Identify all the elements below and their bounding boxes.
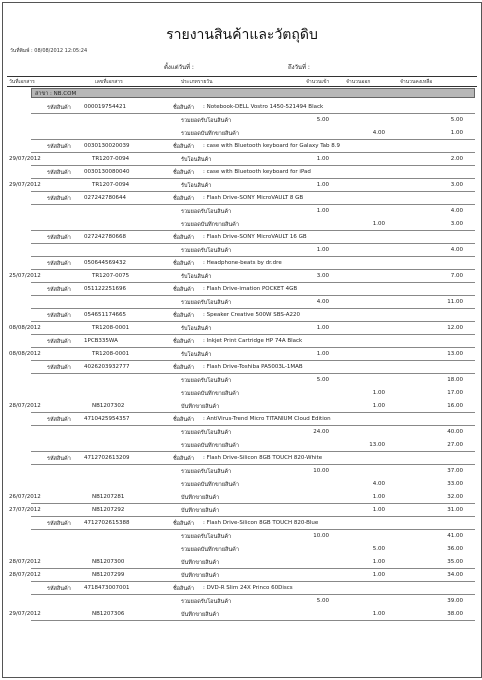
movement-row xyxy=(3,374,481,386)
movement-type: รวมยอดรับโอนสินค้า xyxy=(181,534,232,540)
product-row xyxy=(3,335,481,347)
product-code-label: รหัสสินค้า xyxy=(47,365,71,371)
product-name: : Flash Drive-Silicon 8GB TOUCH 820-Blue xyxy=(203,520,319,526)
movement-row xyxy=(3,400,481,412)
qty-left: 1.00 xyxy=(450,130,463,136)
qty-left: 37.00 xyxy=(447,468,463,474)
qty-left: 11.00 xyxy=(447,299,463,305)
product-row xyxy=(3,361,481,373)
doc-date: 28/07/2012 xyxy=(9,403,41,409)
product-row xyxy=(3,192,481,204)
product-name-label: ชื่อสินค้า xyxy=(173,339,194,345)
product-name: : Flash Drive-imation POCKET 4GB xyxy=(203,286,298,292)
product-code: 4710425954357 xyxy=(84,416,130,422)
doc-number: NB1207306 xyxy=(92,611,125,617)
product-name: : Flash Drive-Silicon 8GB TOUCH 820-White xyxy=(203,455,323,461)
col-doc-date: วันที่เอกสาร xyxy=(9,79,35,85)
movement-type: บันทึกขายสินค้า xyxy=(181,495,220,501)
date-from-label: ตั้งแต่วันที่ : xyxy=(164,64,194,71)
qty-in: 1.00 xyxy=(316,325,329,331)
movement-row xyxy=(3,439,481,451)
product-code: 051122251696 xyxy=(84,286,126,292)
movement-type: รวมยอดรับโอนสินค้า xyxy=(181,378,232,384)
movement-type: บันทึกขายสินค้า xyxy=(181,612,220,618)
qty-out: 1.00 xyxy=(372,390,385,396)
movement-type: รวมยอดบันทึกขายสินค้า xyxy=(181,131,239,137)
qty-in: 5.00 xyxy=(316,117,329,123)
product-name-label: ชื่อสินค้า xyxy=(173,313,194,319)
doc-number: TR1208-0001 xyxy=(92,351,130,357)
header-bottom-rule xyxy=(7,86,477,87)
product-name: : case with Bluetooth keyboard for iPad xyxy=(203,169,311,175)
doc-date: 25/07/2012 xyxy=(9,273,41,279)
product-name: : Flash Drive-SONY MicroVAULT 16 GB xyxy=(203,234,307,240)
movement-row xyxy=(3,387,481,399)
product-row xyxy=(3,582,481,594)
doc-number: TR1207-0075 xyxy=(92,273,130,279)
doc-date: 29/07/2012 xyxy=(9,156,41,162)
movement-row xyxy=(3,465,481,477)
qty-left: 34.00 xyxy=(447,572,463,578)
movement-type: รวมยอดรับโอนสินค้า xyxy=(181,209,232,215)
qty-left: 12.00 xyxy=(447,325,463,331)
col-doc-no: เลขที่เอกสาร xyxy=(95,79,123,85)
product-row xyxy=(3,283,481,295)
product-row xyxy=(3,309,481,321)
movement-type: รับโอนสินค้า xyxy=(181,274,212,280)
product-row xyxy=(3,166,481,178)
movement-type: รวมยอดรับโอนสินค้า xyxy=(181,599,232,605)
qty-left: 41.00 xyxy=(447,533,463,539)
product-code-label: รหัสสินค้า xyxy=(47,105,71,111)
movement-row xyxy=(3,218,481,230)
doc-number: TR1207-0094 xyxy=(92,182,130,188)
product-code-label: รหัสสินค้า xyxy=(47,586,71,592)
qty-left: 33.00 xyxy=(447,481,463,487)
product-code-label: รหัสสินค้า xyxy=(47,521,71,527)
doc-number: NB1207300 xyxy=(92,559,125,565)
qty-left: 5.00 xyxy=(450,117,463,123)
doc-number: TR1208-0001 xyxy=(92,325,130,331)
movement-type: รวมยอดรับโอนสินค้า xyxy=(181,469,232,475)
doc-date: 29/07/2012 xyxy=(9,611,41,617)
qty-out: 1.00 xyxy=(372,494,385,500)
product-name-label: ชื่อสินค้า xyxy=(173,586,194,592)
qty-left: 4.00 xyxy=(450,247,463,253)
doc-number: TR1207-0094 xyxy=(92,156,130,162)
product-name: : Flash Drive-SONY MicroVAULT 8 GB xyxy=(203,195,304,201)
qty-left: 18.00 xyxy=(447,377,463,383)
qty-out: 1.00 xyxy=(372,221,385,227)
qty-left: 16.00 xyxy=(447,403,463,409)
qty-left: 31.00 xyxy=(447,507,463,513)
movement-row xyxy=(3,244,481,256)
branch-label: สาขา : NB.COM xyxy=(35,91,77,97)
movement-type: รับโอนสินค้า xyxy=(181,157,212,163)
movement-type: บันทึกขายสินค้า xyxy=(181,404,220,410)
product-name: : Speaker Creative 500W SBS-A220 xyxy=(203,312,300,318)
qty-in: 3.00 xyxy=(316,273,329,279)
movement-type: รวมยอดบันทึกขายสินค้า xyxy=(181,482,239,488)
row-separator xyxy=(31,620,475,621)
qty-out: 5.00 xyxy=(372,546,385,552)
product-name-label: ชื่อสินค้า xyxy=(173,105,194,111)
movement-type: รวมยอดบันทึกขายสินค้า xyxy=(181,443,239,449)
doc-date: 08/08/2012 xyxy=(9,325,41,331)
product-name-label: ชื่อสินค้า xyxy=(173,170,194,176)
product-code: 4026203932777 xyxy=(84,364,130,370)
movement-row xyxy=(3,491,481,503)
product-code: 027242780668 xyxy=(84,234,126,240)
qty-in: 4.00 xyxy=(316,299,329,305)
product-name-label: ชื่อสินค้า xyxy=(173,287,194,293)
movement-type: รวมยอดรับโอนสินค้า xyxy=(181,430,232,436)
movement-row xyxy=(3,205,481,217)
product-name-label: ชื่อสินค้า xyxy=(173,456,194,462)
qty-left: 13.00 xyxy=(447,351,463,357)
product-name: : DVD-R Slim 24X Princo 60Discs xyxy=(203,585,293,591)
product-name-label: ชื่อสินค้า xyxy=(173,365,194,371)
product-code: 4718473007001 xyxy=(84,585,130,591)
movement-row xyxy=(3,153,481,165)
doc-date: 28/07/2012 xyxy=(9,559,41,565)
movement-row xyxy=(3,296,481,308)
movement-type: บันทึกขายสินค้า xyxy=(181,508,220,514)
product-row xyxy=(3,452,481,464)
qty-in: 10.00 xyxy=(313,468,329,474)
product-name-label: ชื่อสินค้า xyxy=(173,261,194,267)
qty-in: 1.00 xyxy=(316,351,329,357)
product-code-label: รหัสสินค้า xyxy=(47,313,71,319)
product-code: 4712702613209 xyxy=(84,455,130,461)
movement-type: บันทึกขายสินค้า xyxy=(181,573,220,579)
product-row xyxy=(3,101,481,113)
product-code: 0030130020039 xyxy=(84,143,130,149)
movement-type: รวมยอดบันทึกขายสินค้า xyxy=(181,547,239,553)
product-name-label: ชื่อสินค้า xyxy=(173,144,194,150)
product-name-label: ชื่อสินค้า xyxy=(173,235,194,241)
qty-out: 4.00 xyxy=(372,130,385,136)
movement-row xyxy=(3,114,481,126)
product-code-label: รหัสสินค้า xyxy=(47,144,71,150)
col-qty-in: จำนวนเข้า xyxy=(306,79,330,85)
product-code-label: รหัสสินค้า xyxy=(47,196,71,202)
product-name-label: ชื่อสินค้า xyxy=(173,417,194,423)
qty-in: 1.00 xyxy=(316,156,329,162)
movement-row xyxy=(3,543,481,555)
doc-date: 28/07/2012 xyxy=(9,572,41,578)
qty-in: 24.00 xyxy=(313,429,329,435)
product-row xyxy=(3,257,481,269)
product-code: 000019754421 xyxy=(84,104,126,110)
movement-row xyxy=(3,179,481,191)
doc-number: NB1207302 xyxy=(92,403,125,409)
qty-out: 1.00 xyxy=(372,572,385,578)
qty-out: 4.00 xyxy=(372,481,385,487)
movement-type: รวมยอดรับโอนสินค้า xyxy=(181,248,232,254)
movement-type: บันทึกขายสินค้า xyxy=(181,560,220,566)
qty-left: 7.00 xyxy=(450,273,463,279)
doc-number: NB1207292 xyxy=(92,507,125,513)
qty-left: 3.00 xyxy=(450,221,463,227)
doc-date: 26/07/2012 xyxy=(9,494,41,500)
doc-number: NB1207299 xyxy=(92,572,125,578)
report-title: รายงานสินค้าและวัตถุดิบ xyxy=(166,27,318,43)
doc-date: 08/08/2012 xyxy=(9,351,41,357)
product-code: 027242780644 xyxy=(84,195,126,201)
doc-number: NB1207281 xyxy=(92,494,125,500)
qty-out: 1.00 xyxy=(372,507,385,513)
product-code: 1PCB335WA xyxy=(84,338,118,344)
product-row xyxy=(3,413,481,425)
product-name: : AntiVirus-Trend Micro TITANIUM Cloud Edition xyxy=(203,416,331,422)
qty-left: 36.00 xyxy=(447,546,463,552)
product-name: : Notebook-DELL Vostro 1450-521494 Black xyxy=(203,104,324,110)
header-top-rule xyxy=(7,76,477,77)
movement-row xyxy=(3,595,481,607)
qty-left: 3.00 xyxy=(450,182,463,188)
qty-in: 10.00 xyxy=(313,533,329,539)
qty-left: 35.00 xyxy=(447,559,463,565)
qty-in: 1.00 xyxy=(316,208,329,214)
movement-type: รวมยอดบันทึกขายสินค้า xyxy=(181,222,239,228)
product-row xyxy=(3,231,481,243)
qty-left: 4.00 xyxy=(450,208,463,214)
movement-type: รับโอนสินค้า xyxy=(181,352,212,358)
product-code: 054651174665 xyxy=(84,312,126,318)
col-qty-left: จำนวนคงเหลือ xyxy=(400,79,433,85)
movement-row xyxy=(3,504,481,516)
qty-left: 2.00 xyxy=(450,156,463,162)
movement-type: รับโอนสินค้า xyxy=(181,326,212,332)
qty-left: 40.00 xyxy=(447,429,463,435)
product-name: : Headphone-beats by dr.dre xyxy=(203,260,282,266)
movement-row xyxy=(3,530,481,542)
product-name-label: ชื่อสินค้า xyxy=(173,521,194,527)
print-date: วันที่พิมพ์ : 08/08/2012 12:05:24 xyxy=(10,48,88,54)
qty-out: 1.00 xyxy=(372,559,385,565)
qty-left: 32.00 xyxy=(447,494,463,500)
product-name-label: ชื่อสินค้า xyxy=(173,196,194,202)
qty-out: 13.00 xyxy=(369,442,385,448)
date-to-label: ถึงวันที่ : xyxy=(288,64,310,71)
product-code-label: รหัสสินค้า xyxy=(47,339,71,345)
product-row xyxy=(3,140,481,152)
qty-left: 17.00 xyxy=(447,390,463,396)
report-page xyxy=(2,2,482,678)
qty-out: 1.00 xyxy=(372,611,385,617)
product-name: : Flash Drive-Toshiba PA5003L-1MAB xyxy=(203,364,303,370)
movement-row xyxy=(3,127,481,139)
qty-in: 1.00 xyxy=(316,182,329,188)
movement-row xyxy=(3,426,481,438)
movement-row xyxy=(3,608,481,620)
movement-type: รวมยอดบันทึกขายสินค้า xyxy=(181,391,239,397)
doc-date: 29/07/2012 xyxy=(9,182,41,188)
product-name: : Inkjet Print Cartridge HP 74A Black xyxy=(203,338,303,344)
product-code-label: รหัสสินค้า xyxy=(47,170,71,176)
product-code: 4712702615388 xyxy=(84,520,130,526)
product-code: 050644569432 xyxy=(84,260,126,266)
movement-row xyxy=(3,270,481,282)
product-code-label: รหัสสินค้า xyxy=(47,235,71,241)
qty-out: 1.00 xyxy=(372,403,385,409)
movement-type: รวมยอดรับโอนสินค้า xyxy=(181,300,232,306)
doc-date: 27/07/2012 xyxy=(9,507,41,513)
qty-left: 27.00 xyxy=(447,442,463,448)
qty-in: 5.00 xyxy=(316,598,329,604)
movement-type: รับโอนสินค้า xyxy=(181,183,212,189)
branch-bar xyxy=(31,88,475,98)
product-row xyxy=(3,517,481,529)
qty-in: 5.00 xyxy=(316,377,329,383)
movement-row xyxy=(3,348,481,360)
movement-row xyxy=(3,478,481,490)
movement-row xyxy=(3,322,481,334)
product-code-label: รหัสสินค้า xyxy=(47,456,71,462)
qty-left: 39.00 xyxy=(447,598,463,604)
product-code-label: รหัสสินค้า xyxy=(47,287,71,293)
qty-in: 1.00 xyxy=(316,247,329,253)
col-qty-out: จำนวนออก xyxy=(346,79,371,85)
qty-left: 38.00 xyxy=(447,611,463,617)
movement-type: รวมยอดรับโอนสินค้า xyxy=(181,118,232,124)
col-type: ประเภทรายวัน xyxy=(181,79,213,85)
movement-row xyxy=(3,556,481,568)
product-code: 0030130080040 xyxy=(84,169,130,175)
product-code-label: รหัสสินค้า xyxy=(47,417,71,423)
product-code-label: รหัสสินค้า xyxy=(47,261,71,267)
movement-row xyxy=(3,569,481,581)
product-name: : case with Bluetooth keyboard for Galaxy Tab 8.9 xyxy=(203,143,341,149)
